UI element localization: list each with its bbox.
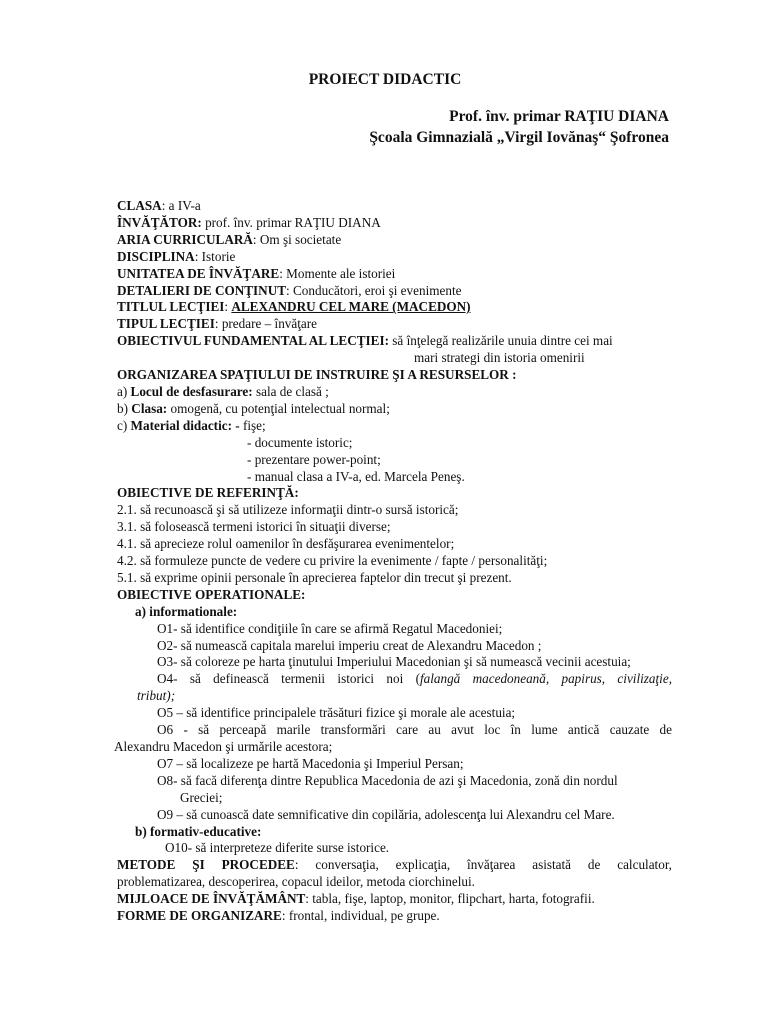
field-metode-cont: problematizarea, descoperirea, copacul ideilor, metoda ciorchinelui. — [117, 874, 475, 890]
list-item: a) Locul de desfasurare: sala de clasă ; — [117, 383, 329, 399]
field-forme: FORME DE ORGANIZARE: frontal, individual, pe grupe. — [117, 908, 440, 924]
field-metode: METODE ŞI PROCEDEE: conversaţia, explicaţia, învăţarea asistată de calculator, — [117, 857, 672, 873]
objective-o9: O9 – să cunoască date semnificative din copilăria, adolescenţa lui Alexandru cel Mare. — [157, 806, 615, 822]
field-obiectiv-cont: mari strategi din istoria omenirii — [414, 350, 585, 366]
objective-item: 4.2. să formuleze puncte de vedere cu privire la evenimente / fapte / personalităţi; — [117, 553, 548, 569]
material-item: - manual clasa a IV-a, ed. Marcela Peneş. — [247, 468, 465, 484]
document-title: PROIECT DIDACTIC — [308, 71, 462, 88]
subheading-formativ: b) formativ-educative: — [135, 823, 262, 839]
field-obiectiv — [117, 333, 672, 350]
field-detalieri: DETALIERI DE CONŢINUT: Conducători, eroi şi evenimente — [117, 282, 462, 298]
objective-o7: O7 – să localizeze pe hartă Macedonia şi Imperiul Persan; — [157, 755, 464, 771]
field-titlul: TITLUL LECŢIEI: ALEXANDRU CEL MARE (MACEDON) — [117, 299, 471, 315]
field-invatator — [117, 215, 672, 232]
field-value: Istorie — [201, 248, 236, 264]
field-label: MIJLOACE DE ÎNVĂŢĂMÂNT — [117, 891, 306, 907]
section-heading-referinta: OBIECTIVE DE REFERINŢĂ: — [117, 485, 299, 501]
section-heading-organizare: ORGANIZAREA SPAŢIULUI DE INSTRUIRE ŞI A RESURSELOR : — [117, 367, 517, 383]
field-label: METODE ŞI PROCEDEE — [117, 857, 295, 873]
objective-o8-cont: Greciei; — [180, 789, 223, 805]
objective-o5: O5 – să identifice principalele trăsături fizice şi morale ale acestuia; — [157, 705, 516, 721]
field-value: Momente ale istoriei — [286, 265, 396, 281]
field-value: Om şi societate — [259, 231, 342, 247]
lesson-title: ALEXANDRU CEL MARE (MACEDON) — [231, 299, 471, 315]
objective-o1: O1- să identifice condiţiile în care se afirmă Regatul Macedoniei; — [157, 620, 503, 636]
field-label: DETALIERI DE CONŢINUT — [117, 282, 287, 298]
objective-o6-cont: Alexandru Macedon şi urmările acestora; — [114, 739, 333, 754]
objective-o4: O4- să definească termenii istorici noi (falangă macedoneană, papirus, civilizaţie, — [157, 671, 672, 687]
field-tipul: TIPUL LECŢIEI: predare – învăţare — [117, 316, 317, 332]
objective-item: 4.1. să aprecieze rolul oamenilor în desfăşurarea evenimentelor; — [117, 536, 455, 552]
objective-o6: O6 - să perceapă marile transformări care au avut loc în lume antică cauzate de — [157, 722, 672, 738]
teacher-name: Prof. înv. primar RAŢIU DIANA — [449, 108, 669, 125]
field-value: să înţelegă realizările unuia dintre cei mai — [392, 333, 613, 349]
field-label: OBIECTIVUL FUNDAMENTAL AL LECŢIEI: — [117, 333, 389, 349]
field-clasa: CLASA: a IV-a — [117, 198, 201, 213]
material-item: - documente istoric; — [247, 434, 353, 450]
field-label: CLASA — [117, 198, 162, 213]
field-value: prof. înv. primar RAŢIU DIANA — [205, 214, 381, 230]
school-name: Şcoala Gimnazială „Virgil Iovănaş“ Şofronea — [369, 129, 669, 146]
field-label: ÎNVĂŢĂTOR: — [117, 214, 202, 230]
field-value: a IV-a — [168, 198, 201, 213]
field-label: TIPUL LECŢIEI — [117, 316, 215, 332]
objective-o3: O3- să coloreze pe harta ţinutului Imperiului Macedonian şi să numească vecinii acestuia; — [157, 654, 631, 670]
field-unitatea: UNITATEA DE ÎNVĂŢARE: Momente ale istoriei — [117, 265, 396, 281]
field-disciplina: DISCIPLINA: Istorie — [117, 248, 236, 264]
field-aria: ARIA CURRICULARĂ: Om şi societate — [117, 231, 342, 247]
material-item: - prezentare power-point; — [247, 451, 381, 467]
lesson-plan-body — [114, 198, 672, 925]
field-label: TITLUL LECŢIEI — [117, 299, 225, 315]
field-value: predare – învăţare — [221, 316, 317, 332]
subheading-informationale: a) informationale: — [135, 603, 238, 619]
objective-o2: O2- să numească capitala marelui imperiu creat de Alexandru Macedon ; — [157, 637, 542, 653]
objective-o4-cont: tribut); — [137, 688, 176, 704]
field-mijloace: MIJLOACE DE ÎNVĂŢĂMÂNT: tabla, fişe, laptop, monitor, flipchart, harta, fotografii. — [117, 891, 595, 907]
list-item: b) Clasa: omogenă, cu potenţial intelectual normal; — [117, 400, 390, 416]
objective-item: 2.1. să recunoască şi să utilizeze informaţii dintr-o sursă istorică; — [117, 502, 459, 518]
objective-o10: O10- să interpreteze diferite surse istorice. — [165, 840, 390, 856]
field-label: ARIA CURRICULARĂ — [117, 231, 253, 247]
objective-item: 5.1. să exprime opinii personale în aprecierea faptelor din trecut şi prezent. — [117, 569, 512, 585]
field-label: UNITATEA DE ÎNVĂŢARE — [117, 265, 280, 281]
list-item: c) Material didactic: - fişe; — [117, 417, 266, 433]
field-label: FORME DE ORGANIZARE — [117, 908, 282, 924]
field-label: DISCIPLINA — [117, 248, 195, 264]
section-heading-operationale: OBIECTIVE OPERATIONALE: — [117, 586, 306, 602]
objective-item: 3.1. să folosească termeni istorici în situaţii diverse; — [117, 519, 391, 535]
objective-o8: O8- să facă diferenţa dintre Republica Macedonia de azi şi Macedonia, zonă din nordul — [157, 772, 618, 788]
field-value: Conducători, eroi şi evenimente — [293, 282, 462, 298]
